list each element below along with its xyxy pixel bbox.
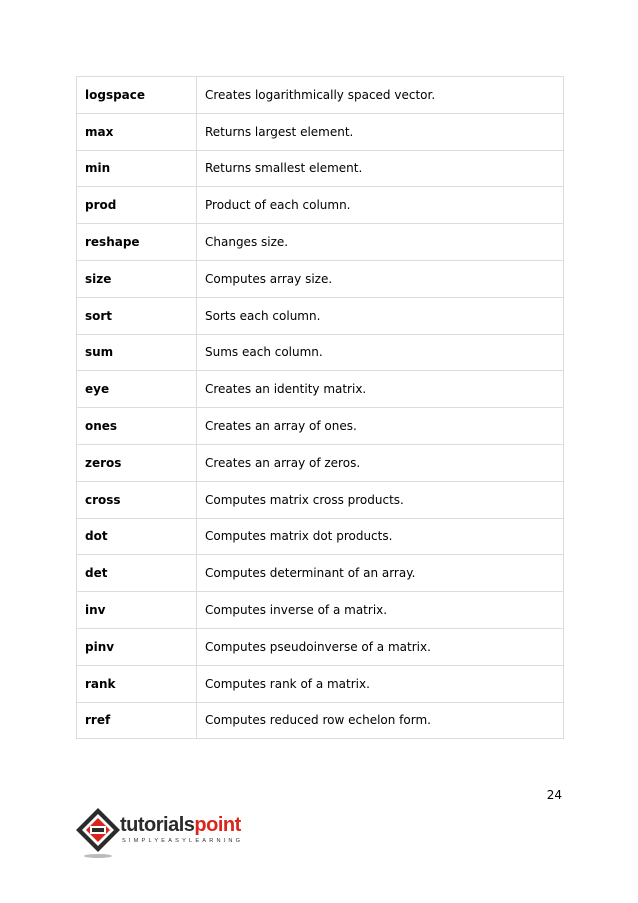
logo-tagline: SIMPLYEASYLEARNING [122, 838, 244, 844]
table-row [77, 187, 564, 224]
function-description: Returns smallest element. [197, 150, 564, 187]
table-row [77, 297, 564, 334]
table-row [77, 665, 564, 702]
logo-word-tutorials: tutorials [120, 814, 195, 836]
table-row [77, 481, 564, 518]
table-row [77, 444, 564, 481]
function-description: Computes matrix cross products. [197, 481, 564, 518]
function-description: Creates logarithmically spaced vector. [197, 77, 564, 114]
function-table-body [77, 77, 564, 739]
function-name: ones [77, 408, 197, 445]
function-name: sum [77, 334, 197, 371]
function-name: cross [77, 481, 197, 518]
function-name: min [77, 150, 197, 187]
table-row [77, 702, 564, 739]
function-description: Computes array size. [197, 260, 564, 297]
table-row [77, 371, 564, 408]
table-row [77, 334, 564, 371]
function-description: Creates an array of ones. [197, 408, 564, 445]
function-name: inv [77, 592, 197, 629]
table-row [77, 518, 564, 555]
function-name: det [77, 555, 197, 592]
function-name: size [77, 260, 197, 297]
table-row [77, 77, 564, 114]
function-name: pinv [77, 628, 197, 665]
table-row [77, 408, 564, 445]
function-table [76, 76, 564, 739]
function-name: dot [77, 518, 197, 555]
function-description: Computes pseudoinverse of a matrix. [197, 628, 564, 665]
function-name: logspace [77, 77, 197, 114]
function-name: reshape [77, 224, 197, 261]
function-name: zeros [77, 444, 197, 481]
function-description: Returns largest element. [197, 113, 564, 150]
function-description: Changes size. [197, 224, 564, 261]
table-row [77, 592, 564, 629]
function-description: Sorts each column. [197, 297, 564, 334]
function-name: max [77, 113, 197, 150]
function-description: Sums each column. [197, 334, 564, 371]
function-description: Product of each column. [197, 187, 564, 224]
table-row [77, 224, 564, 261]
function-name: rank [77, 665, 197, 702]
function-description: Creates an identity matrix. [197, 371, 564, 408]
page-number: 24 [546, 788, 562, 802]
table-row [77, 150, 564, 187]
function-description: Computes reduced row echelon form. [197, 702, 564, 739]
function-name: prod [77, 187, 197, 224]
tutorialspoint-logo [74, 806, 244, 860]
function-name: sort [77, 297, 197, 334]
function-name: rref [77, 702, 197, 739]
logo-emblem-icon [74, 806, 122, 860]
function-description: Computes rank of a matrix. [197, 665, 564, 702]
function-description: Creates an array of zeros. [197, 444, 564, 481]
table-row [77, 628, 564, 665]
function-description: Computes matrix dot products. [197, 518, 564, 555]
logo-wordmark [120, 814, 241, 837]
function-description: Computes inverse of a matrix. [197, 592, 564, 629]
table-row [77, 260, 564, 297]
function-name: eye [77, 371, 197, 408]
table-row [77, 113, 564, 150]
table-row [77, 555, 564, 592]
function-description: Computes determinant of an array. [197, 555, 564, 592]
logo-word-point: point [194, 814, 241, 836]
